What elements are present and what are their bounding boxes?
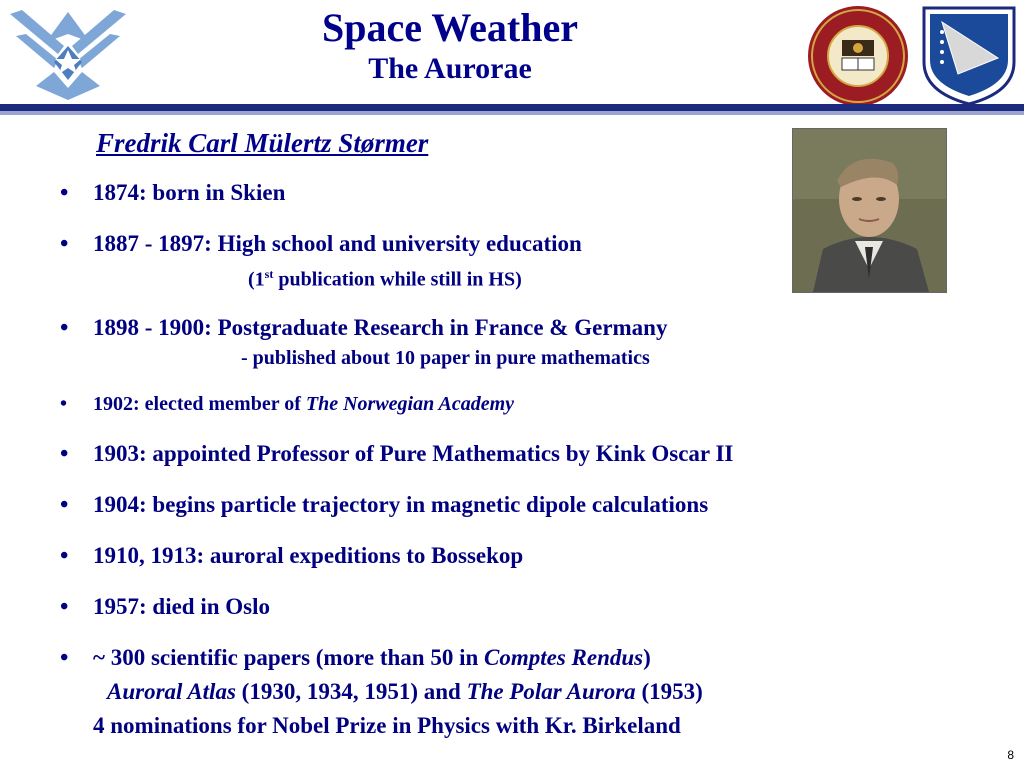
- bullet-glyph: •: [60, 392, 68, 415]
- bullet-italic: The Norwegian Academy: [305, 392, 515, 415]
- list-item: [60, 592, 940, 622]
- header-rule-accent: [0, 111, 1024, 115]
- bullet-list: [60, 178, 940, 741]
- bullet-glyph: •: [60, 231, 69, 257]
- slide-heading: Fredrik Carl Mülertz Størmer: [96, 128, 429, 158]
- bullet-glyph: •: [60, 440, 69, 467]
- header-rule: [0, 104, 1024, 111]
- afrl-shield-logo: [918, 2, 1020, 106]
- bullet-text: 1904: begins particle trajectory in magnetic dipole calculations: [93, 491, 709, 517]
- page-number: 8: [1007, 748, 1014, 762]
- bullet-glyph: •: [60, 593, 69, 620]
- bullet-subnote: - published about 10 paper in pure mathematics: [241, 346, 650, 369]
- list-item: [60, 178, 940, 208]
- list-item: [60, 439, 940, 469]
- bullet-glyph: •: [60, 314, 69, 341]
- list-item: [60, 391, 940, 417]
- page-subtitle: The Aurorae: [368, 52, 532, 85]
- bullet-continuation: Auroral Atlas (1930, 1934, 1951) and The Polar Aurora (1953): [107, 678, 703, 704]
- bullet-text: 1902: elected member of: [93, 392, 306, 415]
- bullet-text: 1887 - 1897: High school and university education: [93, 231, 582, 256]
- bullet-text: 1957: died in Oslo: [93, 593, 271, 619]
- bullet-subnote: (1st publication while still in HS): [248, 267, 522, 291]
- bullet-text: 1903: appointed Professor of Pure Mathematics by Kink Oscar II: [93, 440, 734, 466]
- list-item: [60, 490, 940, 520]
- list-item: [60, 229, 940, 293]
- bullet-text: 1874: born in Skien: [93, 180, 286, 205]
- bullet-glyph: •: [60, 644, 69, 671]
- bullet-glyph: •: [60, 491, 69, 518]
- page-title: Space Weather: [322, 5, 578, 50]
- bullet-italic: Comptes Rendus: [484, 644, 644, 670]
- bullet-text: 1898 - 1900: Postgraduate Research in France & Germany: [93, 314, 668, 340]
- bullet-continuation: 4 nominations for Nobel Prize in Physics with Kr. Birkeland: [93, 712, 681, 738]
- bullet-text: 1910, 1913: auroral expeditions to Bossekop: [93, 542, 524, 568]
- bullet-glyph: •: [60, 180, 69, 206]
- list-item: [60, 541, 940, 571]
- list-item: [60, 313, 940, 371]
- bullet-text: ~ 300 scientific papers (more than 50 in: [93, 644, 485, 670]
- boston-college-seal: [806, 4, 910, 108]
- list-item: • ~ 300 scientific papers (more than 50 in Comptes Rendus) Auroral Atlas (1930, 1934, 1951) and The Polar Aurora (1953) 4 nominations for Nobel Prize in Physics with Kr. Birkeland: [60, 643, 940, 741]
- bullet-glyph: •: [60, 542, 69, 569]
